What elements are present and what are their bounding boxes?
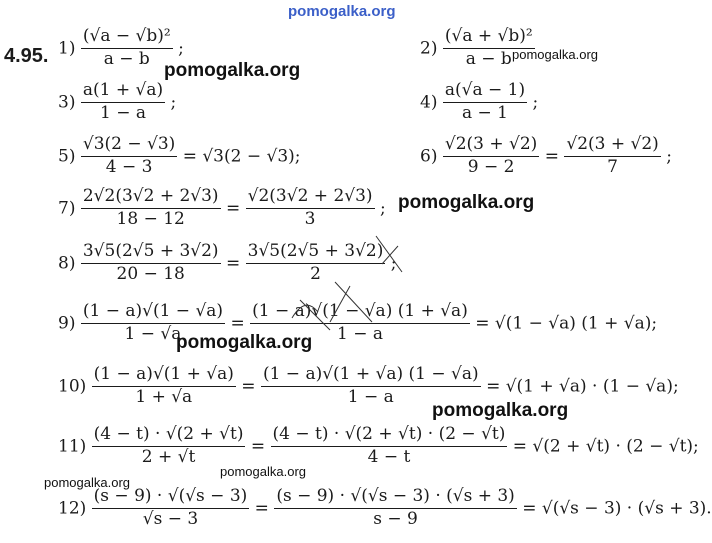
tail: ; — [532, 92, 539, 113]
watermark-top: pomogalka.org — [288, 3, 396, 20]
item-label: 7) — [58, 198, 76, 219]
numerator: 2√2(3√2 + 2√3) — [81, 188, 221, 209]
equals: = — [241, 376, 256, 397]
denominator: 1 − a — [347, 386, 394, 407]
fraction — [443, 82, 527, 123]
denominator: a − 1 — [461, 102, 508, 123]
fraction — [246, 243, 386, 284]
expr-4 — [420, 82, 538, 123]
tail: ; — [170, 92, 177, 113]
fraction — [443, 136, 539, 177]
numerator: 3√5(2√5 + 3√2) — [246, 243, 386, 264]
problem-number: 4.95. — [4, 45, 49, 67]
denominator: 9 − 2 — [467, 156, 515, 177]
fraction — [81, 188, 221, 229]
expr-10 — [58, 366, 679, 407]
expr-7 — [58, 188, 386, 229]
tail: = √3(2 − √3); — [182, 146, 301, 167]
item-label: 2) — [420, 38, 438, 59]
fraction — [271, 426, 508, 467]
denominator: 2 — [310, 263, 321, 284]
equals: = — [225, 253, 241, 274]
expr-3 — [58, 82, 176, 123]
numerator: (1 − a)√(1 − √a) (1 + √a) — [250, 303, 470, 324]
item-label: 6) — [420, 146, 438, 167]
denominator: 20 − 18 — [116, 263, 185, 284]
item-label: 5) — [58, 146, 76, 167]
watermark: pomogalka.org — [398, 192, 535, 213]
fraction — [81, 82, 165, 123]
numerator: √3(2 − √3) — [81, 136, 177, 157]
tail: = √(1 − √a) (1 + √a); — [475, 313, 658, 334]
equals: = — [230, 313, 245, 334]
item-label: 4) — [420, 92, 438, 113]
denominator: 1 − a — [336, 323, 383, 344]
fraction — [81, 28, 173, 69]
fraction — [81, 136, 177, 177]
numerator: √2(3√2 + 2√3) — [246, 188, 375, 209]
denominator: 1 + √a — [135, 386, 193, 407]
equals: = — [250, 436, 266, 457]
numerator: √2(3 + √2) — [443, 136, 539, 157]
tail: ; — [379, 198, 386, 219]
denominator: 1 − √a — [124, 323, 182, 344]
tail: = √(2 + √t) · (2 − √t); — [512, 436, 699, 457]
fraction — [564, 136, 660, 177]
denominator: √s − 3 — [142, 508, 199, 529]
numerator: 3√5(2√5 + 3√2) — [81, 243, 221, 264]
item-label: 9) — [58, 313, 76, 334]
fraction — [92, 366, 236, 407]
numerator: (s − 9) · √(√s − 3) · (√s + 3) — [274, 488, 517, 509]
denominator: 3 — [304, 208, 316, 229]
expr-11 — [58, 426, 699, 467]
watermark: pomogalka.org — [164, 60, 301, 81]
equals: = — [225, 198, 241, 219]
item-label: 3) — [58, 92, 76, 113]
numerator: (s − 9) · √(√s − 3) — [92, 488, 250, 509]
numerator: (√a − √b)² — [81, 28, 173, 49]
denominator: 4 − t — [367, 446, 411, 467]
denominator: 18 − 12 — [116, 208, 185, 229]
numerator: √2(3 + √2) — [564, 136, 660, 157]
denominator: 2 + √t — [141, 446, 196, 467]
tail: ; — [666, 146, 672, 167]
item-label: 12) — [58, 498, 87, 519]
numerator: (1 − a)√(1 + √a) — [92, 366, 236, 387]
denominator: 1 − a — [99, 102, 146, 123]
numerator: a(1 + √a) — [81, 82, 165, 103]
item-label: 8) — [58, 253, 76, 274]
item-label: 11) — [58, 436, 87, 457]
numerator: (4 − t) · √(2 + √t) · (2 − √t) — [271, 426, 508, 447]
expr-8 — [58, 243, 397, 284]
item-label: 1) — [58, 38, 76, 59]
expr-6 — [420, 136, 672, 177]
tail: = √(1 + √a) · (1 − √a); — [486, 376, 679, 397]
watermark: pomogalka.org — [176, 332, 313, 353]
equals: = — [254, 498, 269, 519]
tail: = √(√s − 3) · (√s + 3). — [522, 498, 712, 519]
watermark: pomogalka.org — [220, 464, 306, 479]
expr-12 — [58, 488, 712, 529]
numerator: (1 − a)√(1 − √a) — [81, 303, 225, 324]
item-label: 10) — [58, 376, 87, 397]
expr-9 — [58, 303, 657, 344]
numerator: (4 − t) · √(2 + √t) — [92, 426, 246, 447]
numerator: a(√a − 1) — [443, 82, 527, 103]
fraction — [274, 488, 517, 529]
fraction — [92, 488, 250, 529]
numerator: (1 − a)√(1 + √a) (1 − √a) — [261, 366, 481, 387]
fraction — [92, 426, 246, 467]
watermark: pomogalka.org — [432, 400, 569, 421]
watermark: pomogalka.org — [44, 475, 130, 490]
fraction — [81, 243, 221, 284]
expr-5 — [58, 136, 301, 177]
tail: ; — [390, 253, 397, 274]
denominator: s − 9 — [373, 508, 418, 529]
equals: = — [544, 146, 559, 167]
numerator: (√a + √b)² — [443, 28, 535, 49]
denominator: 7 — [607, 156, 618, 177]
watermark: pomogalka.org — [512, 47, 598, 62]
denominator: a − b — [465, 48, 512, 69]
tail: ; — [178, 38, 184, 59]
denominator: 4 − 3 — [105, 156, 153, 177]
fraction — [246, 188, 375, 229]
denominator: a − b — [103, 48, 150, 69]
